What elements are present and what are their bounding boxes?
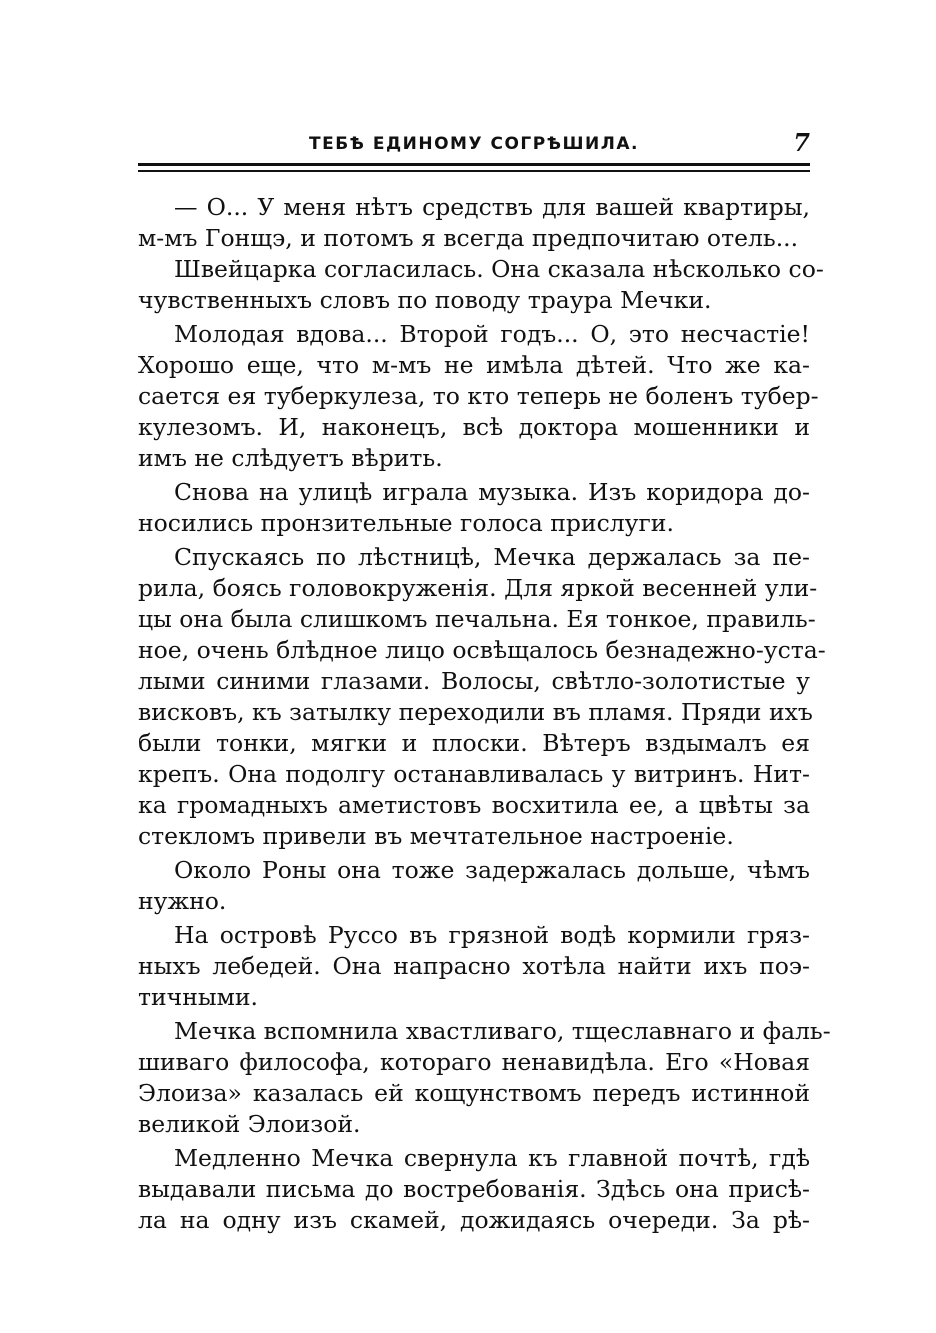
- text-line: Молодая вдова... Второй годъ... О, это несчастіе!: [174, 320, 810, 348]
- text-line: тичными.: [138, 983, 258, 1011]
- text-line: рила, боясь головокруженія. Для яркой весенней ули-: [138, 574, 818, 602]
- text-line: Хорошо еще, что м-мъ не имѣла дѣтей. Что же ка-: [138, 351, 810, 379]
- text-line: сается ея туберкулеза, то кто теперь не боленъ тубер-: [138, 382, 819, 410]
- text-line: ла на одну изъ скамей, дожидаясь очереди. За рѣ-: [138, 1206, 810, 1234]
- text-line: выдавали письма до востребованія. Здѣсь она присѣ-: [138, 1175, 810, 1203]
- text-line: стекломъ привели въ мечтательное настроеніе.: [138, 822, 734, 850]
- text-line: висковъ, къ затылку переходили въ пламя. Пряди ихъ: [138, 698, 813, 726]
- text-line: ныхъ лебедей. Она напрасно хотѣла найти ихъ поэ-: [138, 952, 810, 980]
- text-line: лыми синими глазами. Волосы, свѣтло-золотистые у: [138, 667, 810, 695]
- text-line: Медленно Мечка свернула къ главной почтѣ, гдѣ: [174, 1144, 810, 1172]
- text-line: цы она была слишкомъ печальна. Ея тонкое, правиль-: [138, 605, 816, 633]
- text-line: нужно.: [138, 887, 227, 915]
- text-line: Мечка вспомнила хвастливаго, тщеславнаго и фаль-: [174, 1017, 831, 1045]
- page-number: 7: [793, 128, 810, 157]
- header-rule-thin: [138, 170, 810, 172]
- running-title: ТЕБѢ ЕДИНОМУ СОГРѢШИЛА.: [309, 134, 639, 154]
- body-text: [138, 192, 831, 1236]
- text-line: Элоиза» казалась ей кощунствомъ передъ истинной: [138, 1079, 810, 1107]
- text-line: носились пронзительные голоса прислуги.: [138, 509, 674, 537]
- header-rule-thick: [138, 163, 810, 166]
- text-line: м-мъ Гонщэ, и потомъ я всегда предпочитаю отель...: [138, 224, 799, 252]
- text-line: Швейцарка согласилась. Она сказала нѣсколько со-: [174, 255, 824, 283]
- text-line: крепъ. Она подолгу останавливалась у витринъ. Нит-: [138, 760, 810, 788]
- text-line: имъ не слѣдуетъ вѣрить.: [138, 444, 443, 472]
- text-line: чувственныхъ словъ по поводу траура Мечки.: [138, 286, 712, 314]
- text-line: Около Роны она тоже задержалась дольше, чѣмъ: [174, 856, 810, 884]
- text-line: Снова на улицѣ играла музыка. Изъ коридора до-: [174, 478, 810, 506]
- text-line: ка громадныхъ аметистовъ восхитила ее, а цвѣты за: [138, 791, 810, 819]
- text-line: ное, очень блѣдное лицо освѣщалось безнадежно-уста-: [138, 636, 826, 664]
- text-line: кулезомъ. И, наконецъ, всѣ доктора мошенники и: [138, 413, 810, 441]
- text-line: великой Элоизой.: [138, 1110, 361, 1138]
- running-head: [138, 126, 810, 162]
- text-line: На островѣ Руссо въ грязной водѣ кормили гряз-: [174, 921, 810, 949]
- text-line: были тонки, мягки и плоски. Вѣтеръ вздымалъ ея: [138, 729, 810, 757]
- text-line: — О... У меня нѣтъ средствъ для вашей квартиры,: [174, 193, 810, 221]
- text-line: шиваго философа, котораго ненавидѣла. Его «Новая: [138, 1048, 810, 1076]
- text-line: Спускаясь по лѣстницѣ, Мечка держалась за пе-: [174, 543, 810, 571]
